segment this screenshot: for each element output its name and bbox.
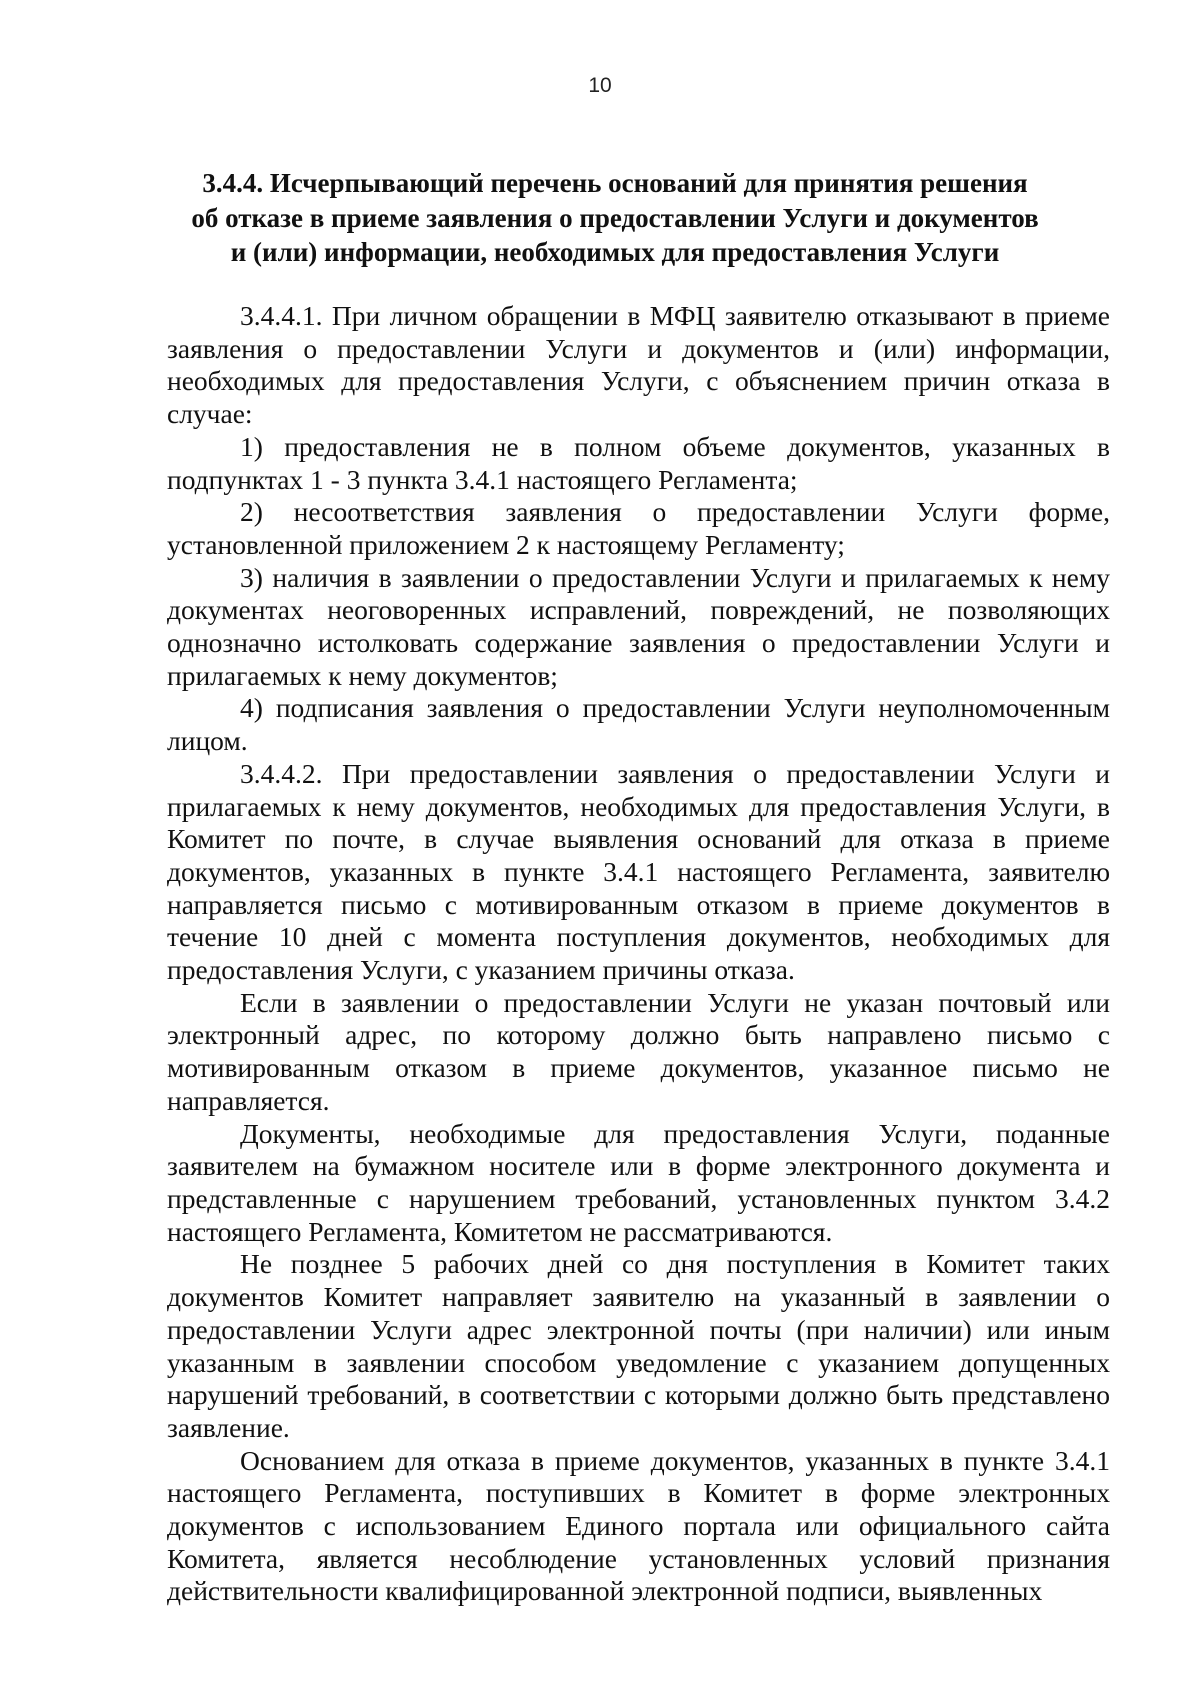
paragraph-notification: Не позднее 5 рабочих дней со дня поступления в Комитет таких документов Комитет направляет заявителю на указанный в заявлении о предоставлении Услуги адрес электронной почты (при наличии) или иным указанным в заявлении способом уведомление с указанием допущенных нарушений требований, в соответствии с которыми должно быть представлено заявление. — [167, 1248, 1110, 1443]
paragraph-3-4-4-2: 3.4.4.2. При предоставлении заявления о предоставлении Услуги и прилагаемых к нему документов, необходимых для предоставления Услуги, в Комитет по почте, в случае выявления оснований для отказа в приеме документов, указанных в пункте 3.4.1 настоящего Регламента, заявителю направляется письмо с мотивированным отказом в приеме документов в течение 10 дней с момента поступления документов, необходимых для предоставления Услуги, с указанием причины отказа. — [167, 757, 1110, 986]
paragraph-electronic-refusal: Основанием для отказа в приеме документов, указанных в пункте 3.4.1 настоящего Регламента, поступивших в Комитет в форме электронных документов с использованием Единого портала или официального сайта Комитета, является несоблюдение установленных условий признания действительности квалифицированной электронной подписи, выявленных — [167, 1444, 1110, 1607]
paragraph-3-4-4-1: 3.4.4.1. При личном обращении в МФЦ заявителю отказывают в приеме заявления о предоставлении Услуги и документов и (или) информации, необходимых для предоставления Услуги, с объяснением причин отказа в случае: — [167, 300, 1110, 430]
heading-line: 3.4.4. Исчерпывающий перечень оснований для принятия решения — [202, 168, 1028, 198]
paragraph-no-address: Если в заявлении о предоставлении Услуги не указан почтовый или электронный адрес, по которому должно быть направлено письмо с мотивированным отказом в приеме документов, указанное письмо не направляется. — [167, 986, 1110, 1116]
heading-line: и (или) информации, необходимых для предоставления Услуги — [230, 237, 1000, 267]
list-item-3: 3) наличия в заявлении о предоставлении Услуги и прилагаемых к нему документах неоговоренных исправлений, повреждений, не позволяющих однозначно истолковать содержание заявления о предоставлении Услуги и прилагаемых к нему документов; — [167, 561, 1110, 691]
paragraph-paper-documents: Документы, необходимые для предоставления Услуги, поданные заявителем на бумажном носителе или в форме электронного документа и представленные с нарушением требований, установленных пунктом 3.4.2 настоящего Регламента, Комитетом не рассматриваются. — [167, 1117, 1110, 1247]
list-item-2: 2) несоответствия заявления о предоставлении Услуги форме, установленной приложением 2 к настоящему Регламенту; — [167, 496, 1110, 560]
list-item-1: 1) предоставления не в полном объеме документов, указанных в подпунктах 1 - 3 пункта 3.4.1 настоящего Регламента; — [167, 430, 1110, 495]
document-body — [167, 300, 1110, 1608]
heading-line: об отказе в приеме заявления о предоставлении Услуги и документов — [191, 202, 1039, 233]
section-heading — [150, 166, 1080, 270]
page-number: 10 — [588, 74, 612, 97]
list-item-4: 4) подписания заявления о предоставлении Услуги неуполномоченным лицом. — [167, 692, 1110, 757]
